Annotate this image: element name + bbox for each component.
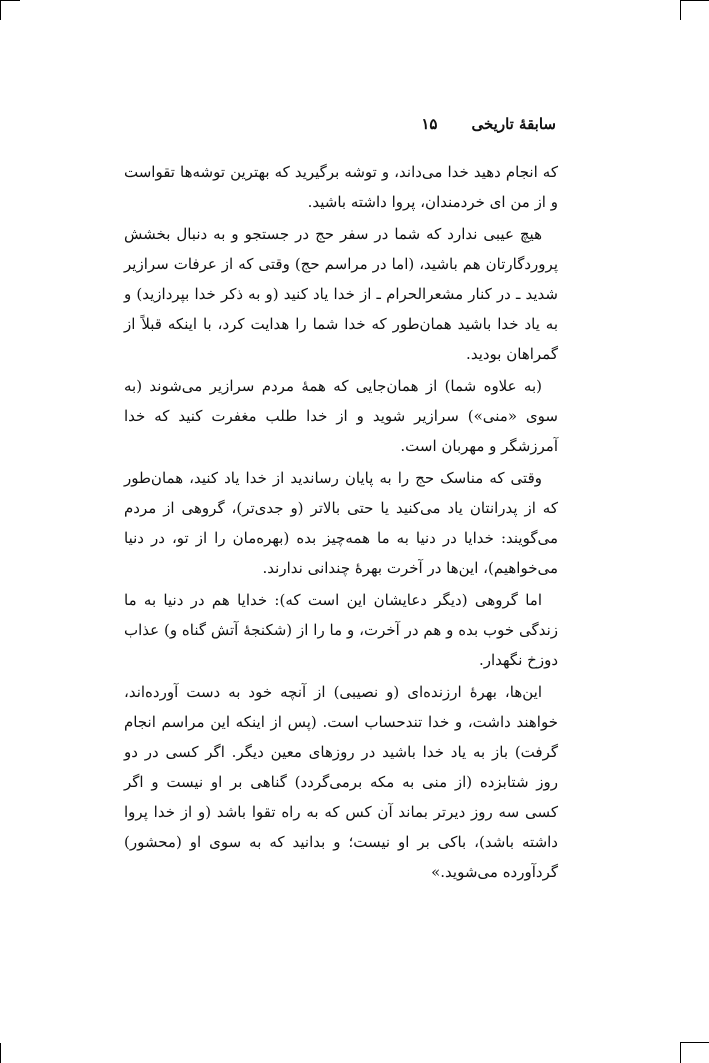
paragraph: که انجام دهید خدا می‌داند، و توشه برگیرید که بهترین توشه‌ها تقواست و از من ای خردمندان، پروا داشته باشید. [124,163,558,211]
crop-mark-top-left-horizontal [0,0,20,1]
paragraph: این‌ها، بهرهٔ ارزنده‌ای (و نصیبی) از آنچه خود به دست آورده‌اند، خواهند داشت، و خدا تندحساب است. (پس از اینکه این مراسم انجام گرفت) باز به یاد خدا باشید در روزهای معین دیگر. اگر کسی در دو روز شتابزده (از منی به مکه برمی‌گردد) گناهی بر او نیست و اگر کسی سه روز دیرتر بماند آن کس که به راه تقوا باشد (و از خدا پروا داشته باشد)، باکی بر او نیست؛ و بدانید که به سوی او (محشور) گردآورده می‌شوید.» [124,683,558,881]
crop-mark-top-right-horizontal [680,0,709,1]
body-text [124,157,558,889]
crop-mark-bottom-right-horizontal [680,1042,709,1043]
crop-mark-bottom-left-vertical [0,1043,1,1063]
running-title: سابقهٔ تاریخی [471,115,556,133]
crop-mark-bottom-right-vertical [680,1043,681,1063]
page-number: ۱۵ [421,115,438,133]
paragraph: وقتی که مناسک حج را به پایان رساندید از خدا یاد کنید، همان‌طور که از پدرانتان یاد می‌کنید یا حتی بالاتر (و جدی‌تر)، گروهی از مردم می‌گویند: خدایا در دنیا به ما همه‌چیز بده (بهره‌مان را از تو، در دنیا می‌خواهیم)، این‌ها در آخرت بهرهٔ چندانی ندارند. [124,469,558,577]
paragraph: (به علاوه شما) از همان‌جایی که همهٔ مردم سرازیر می‌شوند (به سوی «منی») سرازیر شوید و از خدا طلب مغفرت کنید که خدا آمرزشگر و مهربان است. [124,377,558,455]
running-header [126,115,556,133]
crop-mark-top-right-vertical [680,0,681,20]
paragraph: اما گروهی (دیگر دعایشان این است که): خدایا هم در دنیا به ما زندگی خوب بده و هم در آخرت، و ما را از (شکنجهٔ آتش گناه و) عذاب دوزخ نگهدار. [124,591,558,669]
paragraph: هیچ عیبی ندارد که شما در سفر حج در جستجو و به دنبال بخشش پروردگارتان هم باشید، (اما در مراسم حج) وقتی که از عرفات سرازیر شدید ـ در کنار مشعرالحرام ـ از خدا یاد کنید (و به ذکر خدا بپردازید) و به یاد خدا باشید همان‌طور که خدا شما را هدایت کرد، با اینکه قبلاً از گمراهان بودید. [124,225,558,363]
crop-mark-top-left-vertical [0,0,1,20]
